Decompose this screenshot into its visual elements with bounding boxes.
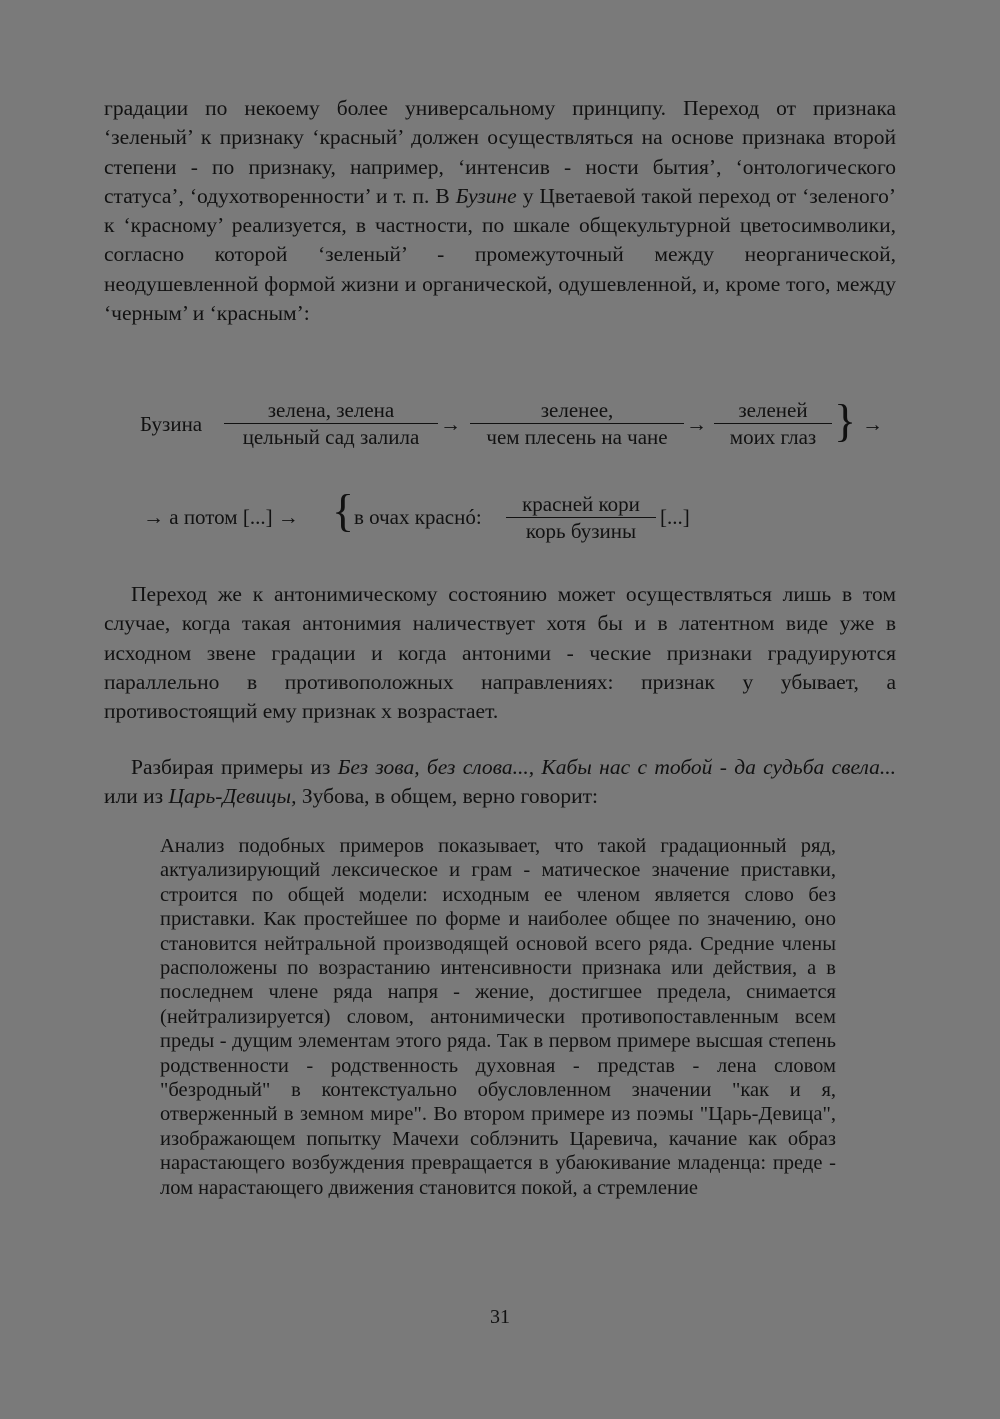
- formula-row-2-lead: → а потом [...] →: [143, 505, 299, 529]
- fraction-3-numerator: зеленей: [714, 398, 832, 424]
- block-quote: Анализ подобных примеров показывает, что такой градационный ряд, актуализирующий лексическое и грам - матическое значение приставки, строится по общей модели: исходным ее членом является слово без приставки. Как простейшее по форме и наиболее общее по значению, оно становится нейтральной производящей основой всего ряда. Средние члены расположены по возрастанию интенсивности признака или действия, а в последнем члене ряда напря - жение, достигшее предела, снимается (нейтрализируется) словом, антонимически противопоставленным всем преды - дущим элементам этого ряда. Так в первом примере высшая степень родственности - родственность духовная - представ - лена словом "безродный" в контекстуально обусловленном значении "как и я, отверженный в земном мире". Во втором примере из поэмы "Царь-Девица", изображающем попытку Мачехи соблэнить Царевича, качание как образ нарастающего возбуждения превращается в убаюкивание младенца: преде - лом нарастающего движения становится покой, а стремление: [160, 835, 836, 1199]
- formula-row-2-tail: [...]: [660, 505, 690, 529]
- formula-lead-word: Бузина: [140, 412, 203, 436]
- fraction-4-numerator: красней кори: [506, 492, 656, 518]
- formula-row-2-text: в очах краснó:: [354, 505, 482, 529]
- arrow-3: →: [862, 412, 883, 436]
- opening-brace: {: [332, 485, 355, 536]
- arrow-2: →: [686, 412, 707, 436]
- paragraph-1: [104, 94, 896, 328]
- formula-fraction-3: [714, 398, 832, 449]
- fraction-1-denominator: цельный сад залила: [242, 425, 420, 449]
- fraction-4-denominator: корь бузины: [525, 519, 637, 543]
- page-number: 31: [490, 1306, 510, 1328]
- formula-fraction-4: [506, 492, 656, 543]
- formula-fraction-2: [470, 398, 684, 449]
- paragraph-1-text-b: у Цветаевой такой переход от ‘зеленого’ к ‘красному’ реализуется, в частности, по шкале общекультурной цветосимволики, согласно которой ‘зеленый’ - промежуточный между неорганической, неодушевленной формой жизни и органической, одушевленной, и, кроме того, между ‘черным’ и ‘красным’:: [104, 183, 896, 326]
- fraction-2-numerator: зеленее,: [470, 398, 684, 424]
- paragraph-3-italic-titles: Без зова, без слова..., Кабы нас с тобой - да судьба свела...: [337, 755, 896, 779]
- arrow-1: →: [440, 412, 461, 436]
- paragraph-3-text-b: или из: [104, 784, 169, 809]
- fraction-3-denominator: моих глаз: [729, 425, 817, 449]
- paragraph-3-text-a: Разбирая примеры из: [131, 755, 338, 779]
- closing-brace: }: [834, 395, 857, 446]
- formula-fraction-1: [224, 398, 438, 449]
- paragraph-1-text-a: градации по некоему более универсальному принципу. Переход от признака ‘зеленый’ к признаку ‘красный’ должен осуществляться на основе признака второй степени - по признаку, например, ‘интенсив - ности бытия’, ‘онтологического статуса’, ‘одухотворенности’ и т. п. В: [104, 96, 896, 208]
- paragraph-1-italic-title: Бузине: [455, 183, 517, 208]
- paragraph-2: Переход же к антонимическому состоянию может осуществляться лишь в том случае, когда такая антонимия наличествует хотя бы и в латентном виде уже в исходном звене градации и когда антоними - ческие признаки градуируются параллельно в противоположных направлениях: признак у убывает, а противостоящий ему признак х возрастает.: [104, 582, 896, 724]
- paragraph-3-italic-title-2: Царь-Девицы,: [168, 784, 297, 809]
- fraction-2-denominator: чем плесень на чане: [486, 425, 668, 449]
- fraction-1-numerator: зелена, зелена: [224, 398, 438, 424]
- paragraph-3-text-c: Зубова, в общем, верно говорит:: [296, 784, 598, 809]
- paragraph-3: [104, 753, 896, 812]
